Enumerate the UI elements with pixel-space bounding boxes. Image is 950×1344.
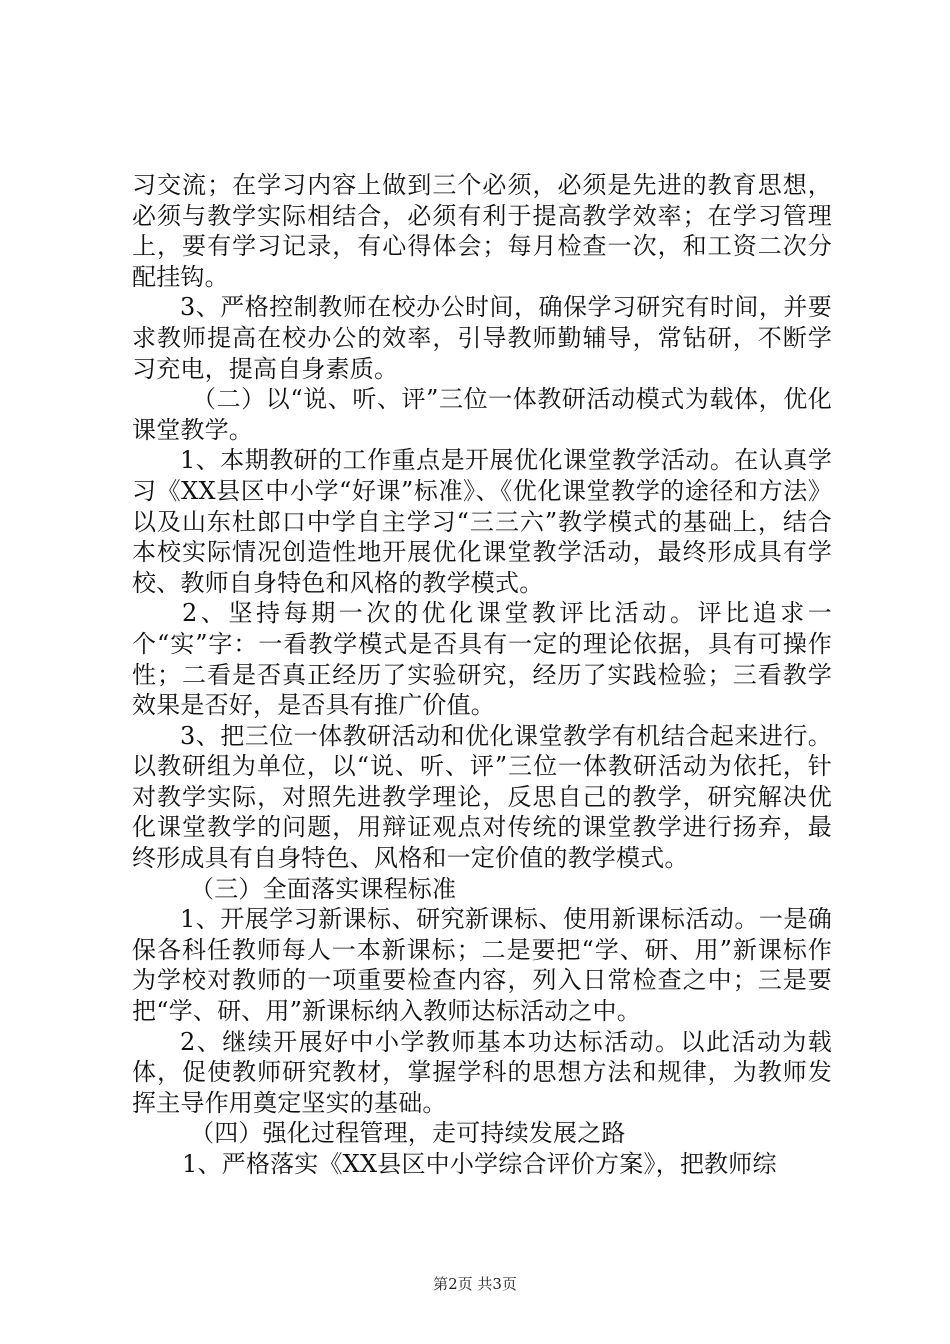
paragraph-optimize-teaching: 1、本期教研的工作重点是开展优化课堂教学活动。在认真学习《XX县区中小学“好课”标准》、《优化课堂教学的途径和方法》以及山东杜郎口中学自主学习“三三六”教学模式的基础上，结合本校实际情况创造性地开展优化课堂教学活动，最终形成具有学校、教师自身特色和风格的教学模式。 — [132, 446, 832, 597]
page-footer — [0, 1274, 950, 1294]
page-number-label: 第2页 共3页 — [433, 1275, 517, 1293]
paragraph-basic-skills: 2、继续开展好中小学教师基本功达标活动。以此活动为载体，促使教师研究教材，掌握学科的思想方法和规律，为教师发挥主导作用奠定坚实的基础。 — [132, 1027, 832, 1117]
section-heading-2: （二）以“说、听、评”三位一体教研活动模式为载体，优化课堂教学。 — [132, 385, 832, 444]
section-heading-4: （四）强化过程管理，走可持续发展之路 — [190, 1119, 626, 1148]
paragraph-new-curriculum: 1、开展学习新课标、研究新课标、使用新课标活动。一是确保各科任教师每人一本新课标；二是要把“学、研、用”新课标作为学校对教师的一项重要检查内容，列入日常检查之中；三是要把“学、研、用”新课标纳入教师达标活动之中。 — [132, 905, 832, 1026]
section-heading-3: （三）全面落实课程标准 — [190, 874, 457, 903]
document-body — [132, 170, 832, 1180]
paragraph-office-time: 3、严格控制教师在校办公时间，确保学习研究有时间，并要求教师提高在校办公的效率，引导教师勤辅导，常钻研，不断学习充电，提高自身素质。 — [132, 293, 832, 383]
paragraph-evaluation: 2、坚持每期一次的优化课堂教评比活动。评比追求一个“实”字：一看教学模式是否具有一定的理论依据，具有可操作性；二看是否真正经历了实验研究，经历了实践检验；三看教学效果是否好，是否具有推广价值。 — [132, 599, 832, 720]
paragraph-combine-activities: 3、把三位一体教研活动和优化课堂教学有机结合起来进行。以教研组为单位，以“说、听、评”三位一体教研活动为依托，针对教学实际，对照先进教学理论，反思自己的教学，研究解决优化课堂教学的问题，用辩证观点对传统的课堂教学进行扬弃，最终形成具有自身特色、风格和一定价值的教学模式。 — [132, 721, 832, 873]
paragraph-evaluation-plan: 1、严格落实《XX县区中小学综合评价方案》，把教师综 — [182, 1150, 777, 1178]
paragraph-study-requirements: 习交流；在学习内容上做到三个必须，必须是先进的教育思想，必须与教学实际相结合，必须有利于提高教学效率；在学习管理上，要有学习记录，有心得体会；每月检查一次，和工资二次分配挂钩。 — [132, 171, 832, 291]
